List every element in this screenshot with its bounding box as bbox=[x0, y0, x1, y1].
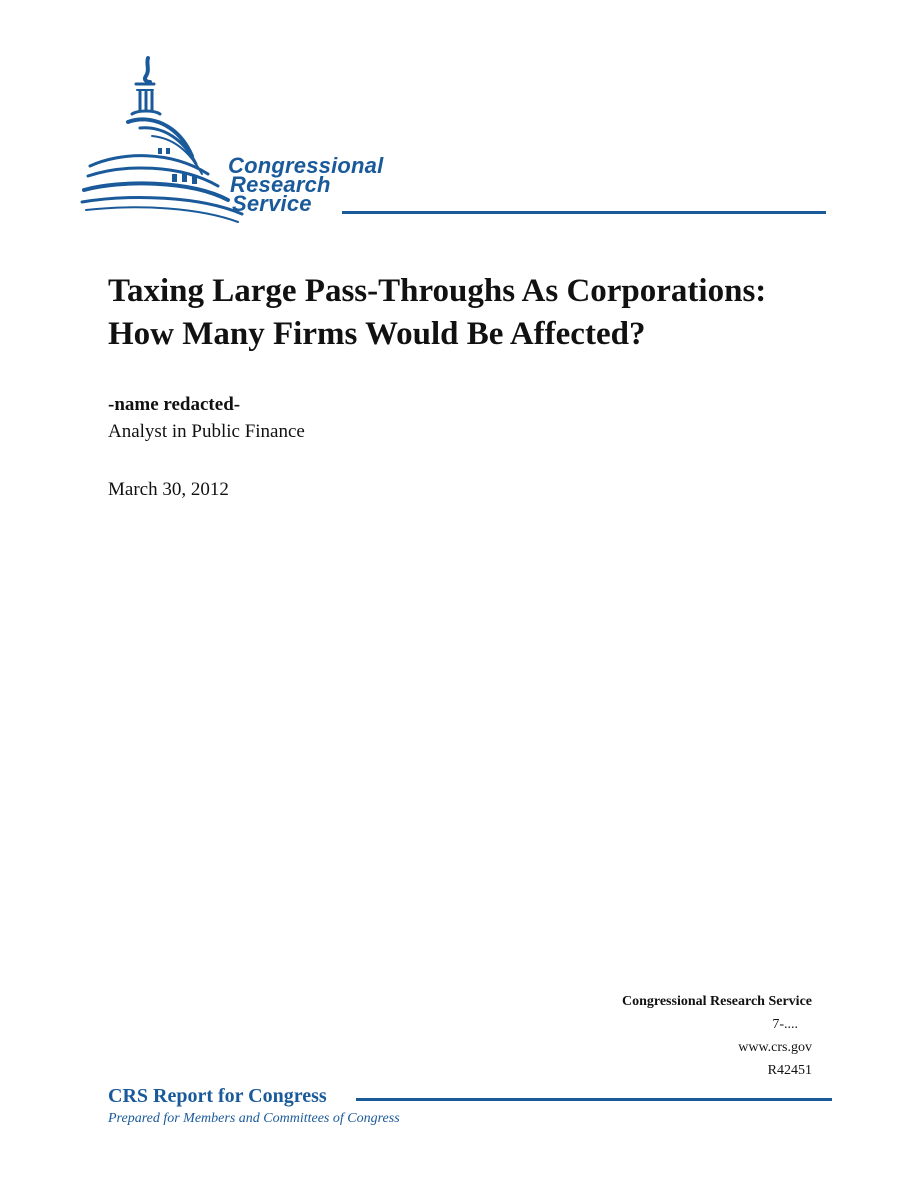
author-name: -name redacted- bbox=[108, 394, 241, 415]
contact-org: Congressional Research Service bbox=[621, 994, 812, 1009]
logo-line-1: Congressional bbox=[228, 153, 384, 178]
report-date: March 30, 2012 bbox=[108, 479, 229, 500]
footer-subtitle: Prepared for Members and Committees of Congress bbox=[108, 1111, 400, 1126]
crs-logo bbox=[80, 52, 840, 227]
author-role: Analyst in Public Finance bbox=[108, 421, 305, 442]
contact-number: 7-.... bbox=[772, 1017, 798, 1032]
logo-line-2: Research bbox=[230, 172, 331, 197]
logo-line-3: Service bbox=[232, 191, 312, 216]
footer-title: CRS Report for Congress bbox=[108, 1085, 327, 1107]
capitol-dome-icon bbox=[80, 52, 250, 227]
footer-rule bbox=[356, 1098, 832, 1101]
title-line-1: Taxing Large Pass-Throughs As Corporations: bbox=[108, 273, 767, 309]
contact-website: www.crs.gov bbox=[738, 1040, 812, 1055]
report-title bbox=[108, 270, 868, 356]
report-id: R42451 bbox=[767, 1063, 812, 1078]
title-line-2: How Many Firms Would Be Affected? bbox=[108, 316, 646, 352]
contact-block bbox=[622, 990, 812, 1082]
logo-wordmark bbox=[228, 153, 384, 216]
logo-rule bbox=[342, 211, 826, 214]
